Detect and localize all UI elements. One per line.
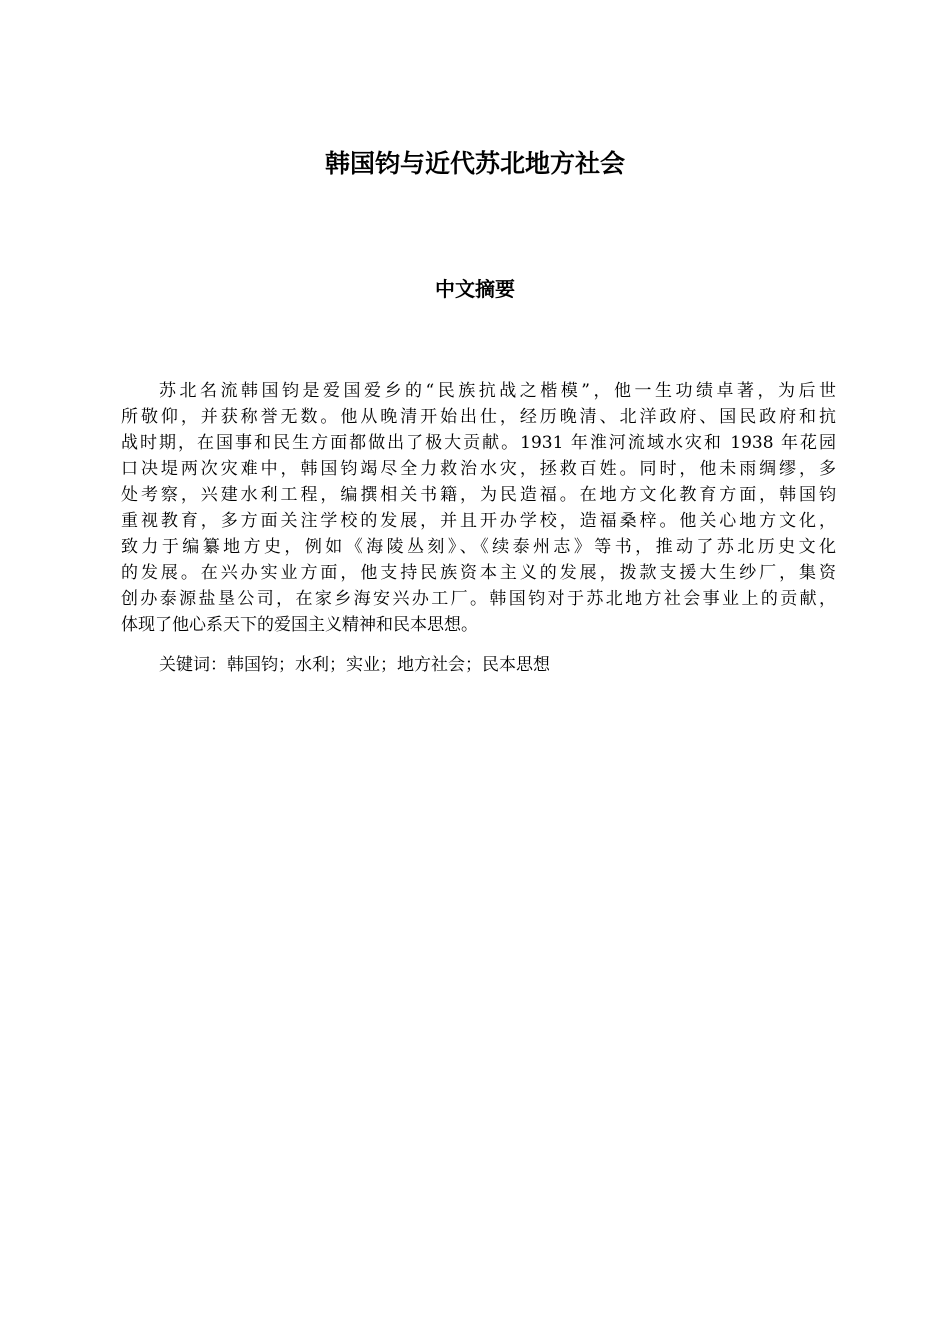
- abstract-body: [121, 378, 836, 638]
- abstract-line: 苏北名流韩国钧是爱国爱乡的“民族抗战之楷模”，他一生功绩卓著，为后世: [159, 381, 836, 401]
- abstract-line: 所敬仰，并获称誉无数。他从晚清开始出仕，经历晚清、北洋政府、国民政府和抗: [121, 407, 836, 427]
- abstract-line: 口决堤两次灾难中，韩国钧竭尽全力救治水灾，拯救百姓。同时，他未雨绸缪，多: [121, 459, 836, 479]
- abstract-line: 体现了他心系天下的爱国主义精神和民本思想。: [121, 615, 478, 635]
- abstract-line: 战时期，在国事和民生方面都做出了极大贡献。1931 年淮河流域水灾和 1938 年花园: [121, 433, 836, 453]
- abstract-heading: 中文摘要: [435, 277, 515, 301]
- keywords-line: 关键词：韩国钧；水利；实业；地方社会；民本思想: [159, 655, 550, 675]
- abstract-line: 处考察，兴建水利工程，编撰相关书籍，为民造福。在地方文化教育方面，韩国钧: [121, 485, 836, 505]
- abstract-line: 的发展。在兴办实业方面，他支持民族资本主义的发展，拨款支援大生纱厂，集资: [121, 563, 836, 583]
- abstract-line: 重视教育，多方面关注学校的发展，并且开办学校，造福桑梓。他关心地方文化，: [121, 511, 836, 531]
- abstract-line: 创办泰源盐垦公司，在家乡海安兴办工厂。韩国钧对于苏北地方社会事业上的贡献，: [121, 589, 836, 609]
- abstract-line: 致力于编纂地方史，例如《海陵丛刻》、《续泰州志》等书，推动了苏北历史文化: [121, 537, 836, 557]
- document-title: 韩国钧与近代苏北地方社会: [324, 149, 625, 178]
